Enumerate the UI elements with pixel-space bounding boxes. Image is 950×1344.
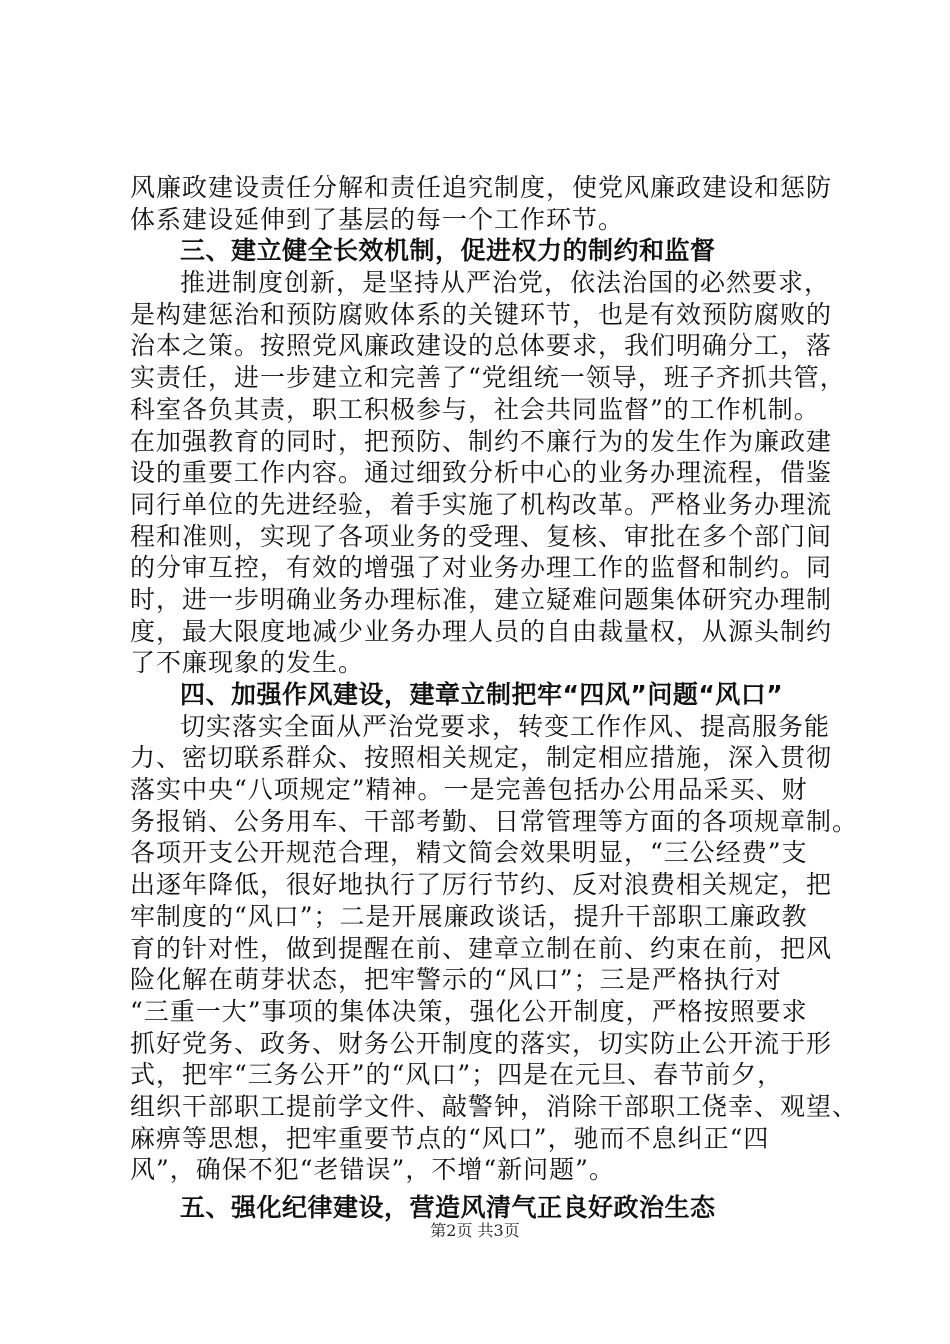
section-heading-5: 五、强化纪律建设，营造风清气正良好政治生态 [180,1193,716,1222]
body-line: 各项开支公开规范合理，精文简会效果明显，“三公经费”支 [130,838,808,868]
body-line: 牢制度的“风口”；二是开展廉政谈话，提升干部职工廉政教 [130,901,808,931]
body-line: 科室各负其责，职工积极参与，社会共同监督”的工作机制。 [130,394,820,424]
body-line: 了不廉现象的发生。 [130,648,365,678]
body-line: 出逐年降低，很好地执行了厉行节约、反对浪费相关规定，把 [130,870,833,900]
body-line: 度，最大限度地减少业务办理人员的自由裁量权，从源头制约 [130,616,833,646]
body-line: 麻痹等思想，把牢重要节点的“风口”，驰而不息纠正“四 [130,1123,770,1153]
document-body [130,172,859,1224]
body-line: 的分审互控，有效的增强了对业务办理工作的监督和制约。同 [130,553,833,583]
body-line: 险化解在萌芽状态，把牢警示的“风口”；三是严格执行对 [130,965,782,995]
body-line: “三重一大”事项的集体决策，强化公开制度，严格按照要求 [130,996,808,1026]
paragraph-first-line: 切实落实全面从严治党要求，转变工作作风、提高服务能 [180,711,831,741]
body-line: 抓好党务、政务、财务公开制度的落实，切实防止公开流于形 [130,1028,833,1058]
body-line: 式，把牢“三务公开”的“风口”；四是在元旦、春节前夕， [130,1060,784,1090]
body-line: 时，进一步明确业务办理标准，建立疑难问题集体研究办理制 [130,584,833,614]
body-line: 风”，确保不犯“老错误”，不增“新问题”。 [130,1155,615,1185]
body-line: 治本之策。按照党风廉政建设的总体要求，我们明确分工，落 [130,331,833,361]
body-line: 设的重要工作内容。通过细致分析中心的业务办理流程，借鉴 [130,458,833,488]
paragraph-first-line: 推进制度创新，是坚持从严治党，依法治国的必然要求， [180,268,831,298]
body-line: 实责任，进一步建立和完善了“党组统一领导，班子齐抓共管， [130,363,846,393]
body-line: 同行单位的先进经验，着手实施了机构改革。严格业务办理流 [130,489,833,519]
body-line: 组织干部职工提前学文件、敲警钟，消除干部职工侥幸、观望、 [130,1091,859,1121]
body-line: 落实中央“八项规定”精神。一是完善包括办公用品采买、财 [130,775,808,805]
section-heading-3: 三、建立健全长效机制，促进权力的制约和监督 [180,236,716,266]
body-line: 在加强教育的同时，把预防、制约不廉行为的发生作为廉政建 [130,426,833,456]
body-line: 力、密切联系群众、按照相关规定，制定相应措施，深入贯彻 [130,743,833,773]
body-line: 育的针对性，做到提醒在前、建章立制在前、约束在前，把风 [130,933,833,963]
page-number-footer: 第2页 共3页 [430,1221,520,1240]
section-heading-4: 四、加强作风建设，建章立制把牢“四风”问题“风口” [180,680,784,709]
body-line: 体系建设延伸到了基层的每一个工作环节。 [130,204,625,234]
body-line: 是构建惩治和预防腐败体系的关键环节，也是有效预防腐败的 [130,299,833,329]
body-line: 风廉政建设责任分解和责任追究制度，使党风廉政建设和惩防 [130,173,833,202]
body-line: 务报销、公务用车、干部考勤、日常管理等方面的各项规章制。 [130,806,859,836]
body-line: 程和准则，实现了各项业务的受理、复核、审批在多个部门间 [130,521,833,551]
